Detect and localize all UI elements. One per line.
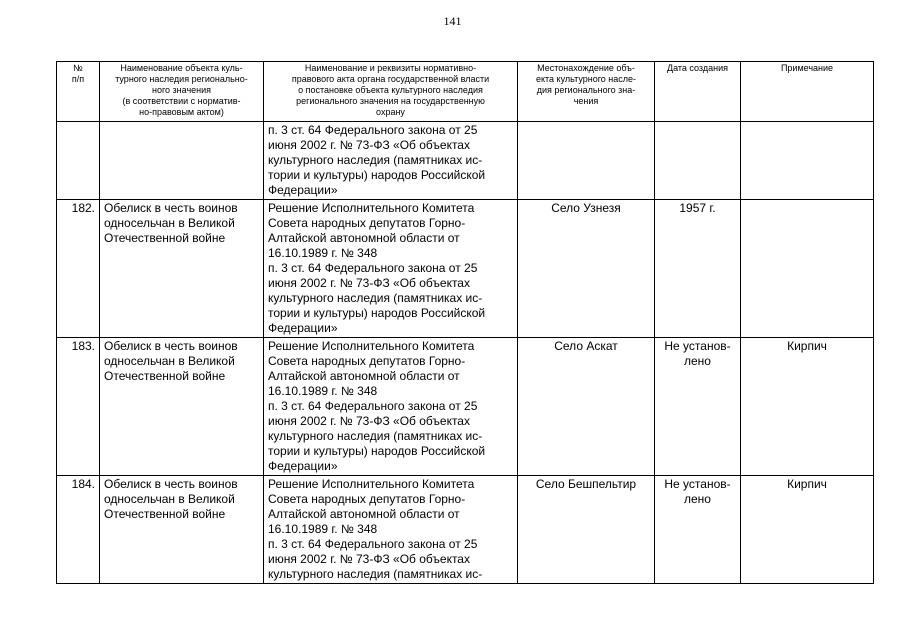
row-number: 183. — [57, 338, 100, 476]
object-note: Кирпич — [741, 338, 874, 476]
table-row — [57, 200, 874, 338]
header-note: Примечание — [741, 62, 874, 122]
creation-date — [655, 122, 741, 200]
header-legal-act: Наименование и реквизиты нормативно- правового акта органа государственной власти о постановке объекта культурного наследия регионального значения на государственную охрану — [264, 62, 518, 122]
object-name: Обелиск в честь воинов односельчан в Великой Отечественной войне — [100, 200, 264, 338]
table-row — [57, 122, 874, 200]
header-creation-date: Дата создания — [655, 62, 741, 122]
legal-act: Решение Исполнительного Комитета Совета народных депутатов Горно- Алтайской автономной области от 16.10.1989 г. № 348 п. 3 ст. 64 Федерального закона от 25 июня 2002 г. № 73-ФЗ «Об объектах культурного наследия (памятниках ис- тории и культуры) народов Российской Федерации» — [264, 200, 518, 338]
object-name: Обелиск в честь воинов односельчан в Великой Отечественной войне — [100, 476, 264, 584]
legal-act: п. 3 ст. 64 Федерального закона от 25 июня 2002 г. № 73-ФЗ «Об объектах культурного наследия (памятниках ис- тории и культуры) народов Российской Федерации» — [264, 122, 518, 200]
row-number: 184. — [57, 476, 100, 584]
heritage-registry-table — [56, 61, 874, 584]
table-row — [57, 476, 874, 584]
header-object-name: Наименование объекта куль- турного наследия регионально- ного значения (в соответствии с норматив- но-правовым актом) — [100, 62, 264, 122]
table-header-row — [57, 62, 874, 122]
object-note — [741, 200, 874, 338]
creation-date: 1957 г. — [655, 200, 741, 338]
object-note — [741, 122, 874, 200]
table-row — [57, 338, 874, 476]
page-number: 141 — [443, 14, 462, 28]
object-location: Село Бешпельтир — [518, 476, 655, 584]
object-location: Село Аскат — [518, 338, 655, 476]
header-location: Местонахождение объ- екта культурного насле- дия регионального зна- чения — [518, 62, 655, 122]
row-number: 182. — [57, 200, 100, 338]
object-location: Село Узнезя — [518, 200, 655, 338]
object-note: Кирпич — [741, 476, 874, 584]
creation-date: Не установ- лено — [655, 476, 741, 584]
object-location — [518, 122, 655, 200]
object-name — [100, 122, 264, 200]
object-name: Обелиск в честь воинов односельчан в Великой Отечественной войне — [100, 338, 264, 476]
header-number: № п/п — [57, 62, 100, 122]
legal-act: Решение Исполнительного Комитета Совета народных депутатов Горно- Алтайской автономной области от 16.10.1989 г. № 348 п. 3 ст. 64 Федерального закона от 25 июня 2002 г. № 73-ФЗ «Об объектах культурного наследия (памятниках ис- тории и культуры) народов Российской Федерации» — [264, 338, 518, 476]
creation-date: Не установ- лено — [655, 338, 741, 476]
row-number — [57, 122, 100, 200]
legal-act: Решение Исполнительного Комитета Совета народных депутатов Горно- Алтайской автономной области от 16.10.1989 г. № 348 п. 3 ст. 64 Федерального закона от 25 июня 2002 г. № 73-ФЗ «Об объектах культурного наследия (памятниках ис- — [264, 476, 518, 584]
